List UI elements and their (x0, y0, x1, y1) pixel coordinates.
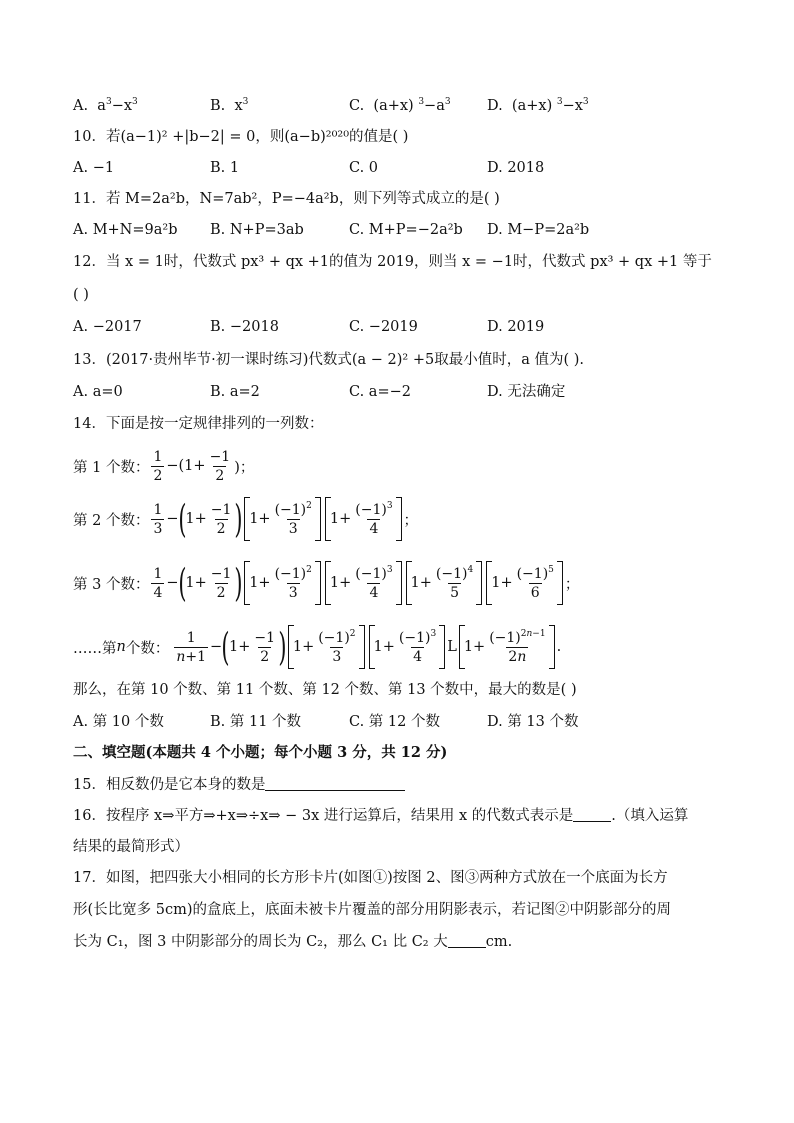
q9-option-b: B. $x^3$ (210, 97, 249, 114)
q14-option-c: C. 第 12 个数 (349, 714, 440, 730)
q14-item-3: 第 3 个数： $\frac{1}{4}$ − ( 1+ $\frac{-1}{2}$ ) 1+ $\frac{(-1)^2}{3}$ 1+ $\frac{(-1)^3}{4}$ 1+ $\frac{(-1)^4}{5}$ 1+ $\frac{(-1)^5}{6}$ ； (73, 561, 580, 605)
q17-line-3: 长为 C₁，图 3 中阴影部分的周长为 C₂，那么 C₁ 比 C₂ 大 cm. (73, 934, 513, 950)
q14-item-2: 第 2 个数： $\frac{1}{3}$ − ( 1+ $\frac{-1}{2}$ ) 1+ $\frac{(-1)^2}{3}$ 1+ $\frac{(-1)^3}{4}$ ； (73, 497, 419, 541)
q9-option-c: C. (a+x) $^3-a^3$ (349, 97, 451, 114)
q9-options (73, 96, 633, 116)
fraction: $\frac{1}{3}$ (153, 501, 163, 537)
q13-option-c: C. a=−2 (349, 384, 411, 400)
q14-options (73, 712, 633, 732)
bracket-term: 1+ $\frac{(-1)^5}{6}$ (486, 561, 563, 605)
bracket-term: 1+ $\frac{(-1)^3}{4}$ (325, 561, 402, 605)
fraction: $\frac{-1}{2}$ (210, 565, 232, 601)
q16-stem: 16．按程序 x⇒平方⇒+x⇒÷x⇒ − 3x 进行运算后，结果用 x 的代数式表示是 .（填入运算 (73, 808, 689, 824)
q10-option-b: B. 1 (210, 160, 240, 176)
bracket-term: 1+ $\frac{(-1)^{2n-1}}{2n}$ (459, 625, 555, 669)
q12-stem: 12．当 x = 1时，代数式 px³ + qx +1的值为 2019，则当 x = −1时，代数式 px³ + qx +1 等于 (73, 254, 712, 270)
q11-option-c: C. M+P=−2a²b (349, 222, 463, 238)
q12-option-c: C. −2019 (349, 319, 418, 335)
fraction: $\frac{-1}{2}$ (254, 629, 276, 665)
q14-item-n: ……第 n 个数： $\frac{1}{n+1}$ − ( 1+ $\frac{-1}{2}$ ) 1+ $\frac{(-1)^2}{3}$ 1+ $\frac{(-1)^3}{4}$ L 1+ $\frac{(-1)^{2n-1}}{2n}$ . (73, 625, 562, 669)
q11-options (73, 220, 633, 240)
q10-option-d: D. 2018 (487, 160, 545, 176)
q14-item-1: 第 1 个数： $\frac{1}{2}$ −(1+ $\frac{-1}{2}$ )； (73, 448, 255, 484)
q12-options (73, 317, 633, 337)
q9-option-a: A. $a^3-x^3$ (73, 97, 138, 114)
q11-option-d: D. M−P=2a²b (487, 222, 590, 238)
bracket-term: 1+ $\frac{(-1)^3}{4}$ (325, 497, 402, 541)
q17-line-1: 17．如图，把四张大小相同的长方形卡片(如图①)按图 2、图③两种方式放在一个底面为长方 (73, 870, 668, 886)
q15-stem: 15．相反数仍是它本身的数是 (73, 775, 405, 795)
q13-option-a: A. a=0 (73, 384, 123, 400)
q14-item-n-suffix: 个数： (125, 640, 170, 657)
q13-stem: 13．(2017·贵州毕节·初一课时练习)代数式(a − 2)² +5取最小值时，a 值为( ). (73, 352, 585, 368)
q14-item-3-label: 第 3 个数： (73, 576, 150, 593)
q11-option-a: A. M+N=9a²b (73, 222, 178, 238)
section-heading: 二、填空题(本题共 4 个小题；每个小题 3 分，共 12 分) (73, 744, 448, 761)
q14-item-1-label: 第 1 个数： (73, 459, 150, 476)
bracket-term: 1+ $\frac{(-1)^3}{4}$ (369, 625, 446, 669)
q11-option-b: B. N+P=3ab (210, 222, 304, 238)
q14-option-a: A. 第 10 个数 (73, 714, 164, 730)
fraction: $\frac{-1}{2}$ (210, 501, 232, 537)
bracket-term: 1+ $\frac{(-1)^2}{3}$ (288, 625, 365, 669)
q9-option-d: D. (a+x) $^3-x^3$ (487, 97, 589, 114)
q14-item-n-var: n (116, 639, 126, 655)
bracket-term: 1+ $\frac{(-1)^4}{5}$ (406, 561, 483, 605)
bracket-term: 1+ $\frac{(-1)^2}{3}$ (244, 497, 321, 541)
q14-stem: 14．下面是按一定规律排列的一列数： (73, 416, 324, 432)
fraction: $\frac{1}{2}$ (153, 448, 163, 484)
answer-blank (573, 807, 611, 822)
q13-option-b: B. a=2 (210, 384, 260, 400)
q17-line-2: 形(长比宽多 5cm)的盒底上，底面未被卡片覆盖的部分用阴影表示，若记图②中阴影部分的周 (73, 902, 672, 918)
bracket-term: 1+ $\frac{(-1)^2}{3}$ (244, 561, 321, 605)
q12-stem-cont: ( ) (73, 287, 89, 303)
q12-option-a: A. −2017 (73, 319, 142, 335)
q12-option-d: D. 2019 (487, 319, 545, 335)
q10-options (73, 158, 633, 178)
q10-option-c: C. 0 (349, 160, 379, 176)
fraction: $\frac{-1}{2}$ (209, 448, 231, 484)
q16-stem-cont: 结果的最简形式） (73, 839, 189, 855)
q13-options (73, 382, 633, 402)
q14-item-2-label: 第 2 个数： (73, 512, 150, 529)
q11-stem: 11．若 M=2a²b，N=7ab²，P=−4a²b，则下列等式成立的是( ) (73, 191, 500, 207)
q14-option-d: D. 第 13 个数 (487, 714, 579, 730)
answer-blank (448, 933, 486, 948)
q14-question: 那么，在第 10 个数、第 11 个数、第 12 个数、第 13 个数中，最大的数是( ) (73, 682, 577, 698)
fraction: $\frac{1}{n+1}$ (176, 629, 207, 665)
q12-option-b: B. −2018 (210, 319, 279, 335)
answer-blank (265, 776, 405, 791)
q13-option-d: D. 无法确定 (487, 384, 566, 400)
q14-item-n-label: ……第 (73, 640, 117, 657)
q10-stem: 10．若(a−1)² +|b−2| = 0，则(a−b)²⁰²⁰的值是( ) (73, 129, 409, 145)
fraction: $\frac{1}{4}$ (153, 565, 163, 601)
q14-option-b: B. 第 11 个数 (210, 714, 302, 730)
q10-option-a: A. −1 (73, 160, 115, 176)
